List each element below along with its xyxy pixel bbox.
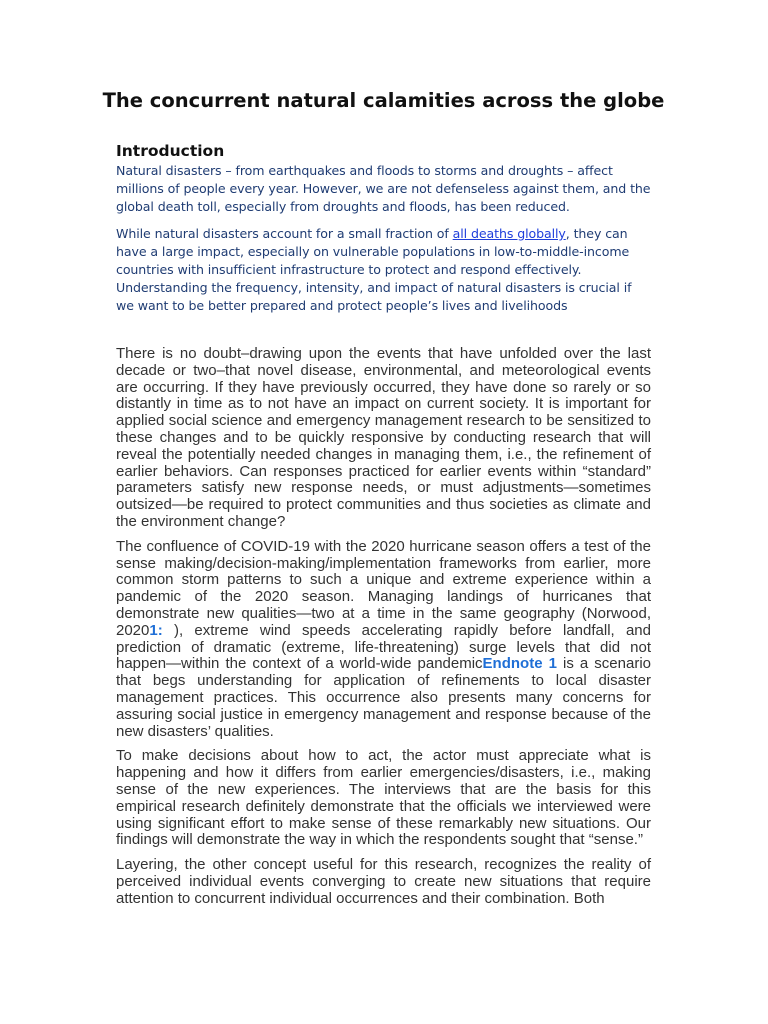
intro-p2-text-before: While natural disasters account for a small fraction of <box>116 226 453 241</box>
document-title: The concurrent natural calamities across the globe <box>102 89 665 112</box>
body-paragraph-4: Layering, the other concept useful for this research, recognizes the reality of perceived individual events converging to create new situations that require attention to concurrent individual occurrences and their combination. Both <box>116 856 651 907</box>
all-deaths-globally-link[interactable]: all deaths globally <box>452 226 566 241</box>
endnote-1-reference[interactable]: Endnote 1 <box>482 655 557 673</box>
citation-reference-1[interactable]: 1: <box>149 621 163 639</box>
body-p2-text-a: The confluence of COVID-19 with the 2020 hurricane season offers a test of the sense making/decision-making/implementation frameworks from earlier, more common storm patterns to such a unique and extreme experience within a pandemic of the 2020 season. Managing landings of hurricanes that demonstrate new qualities—two at a time in the same geography (Norwood, 2020 <box>116 537 651 639</box>
body-p2-text-b: ), extreme wind speeds accelerating rapidly before landfall, and prediction of dramatic (extreme, life-threatening) surge levels that did not happen—within the context of a world-wide pandemic <box>116 621 651 673</box>
intro-p2-text-after: , they can have a large impact, especially on vulnerable populations in low-to-middle-income countries with insufficient infrastructure to protect and respond effectively. Understanding the frequency, intensity, and impact of natural disasters is crucial if we want to be better prepared and protect people’s lives and livelihoods <box>116 226 632 313</box>
introduction-heading: Introduction <box>116 142 225 160</box>
intro-paragraph-1: Natural disasters – from earthquakes and floods to storms and droughts – affect millions of people every year. However, we are not defenseless against them, and the global death toll, especially from droughts and floods, has been reduced. <box>116 163 651 214</box>
body-paragraph-2 <box>116 539 651 741</box>
body-p2-text-c: is a scenario that begs understanding for application of refinements to local disaster management practices. This occurrence also presents many concerns for assuring social justice in emergency management and response because of the new disasters’ qualities. <box>116 655 651 740</box>
intro-paragraph-2 <box>116 225 651 315</box>
body-paragraph-3: To make decisions about how to act, the actor must appreciate what is happening and how it differs from earlier emergencies/disasters, i.e., making sense of the new experiences. The interviews that are the basis for this empirical research definitely demonstrate that the officials we interviewed were using significant effort to make sense of these remarkably new situations. Our findings will demonstrate the way in which the respondents sought that “sense.” <box>116 747 651 849</box>
document-page <box>102 86 665 908</box>
body-paragraph-1: There is no doubt–drawing upon the events that have unfolded over the last decade or two–that novel disease, environmental, and meteorological events are occurring. If they have previously occurred, they have done so rarely or so distantly in time as to not have an impact on current society. It is important for applied social science and emergency management research to be sensitized to these changes and to be quickly responsive by conducting research that will reveal the potentially needed changes in managing them, i.e., the refinement of earlier behaviors. Can responses practiced for earlier events within “standard” parameters satisfy new response needs, or must adjustments—sometimes outsized—be required to protect communities and thus societies as climate and the environment change? <box>116 345 651 530</box>
